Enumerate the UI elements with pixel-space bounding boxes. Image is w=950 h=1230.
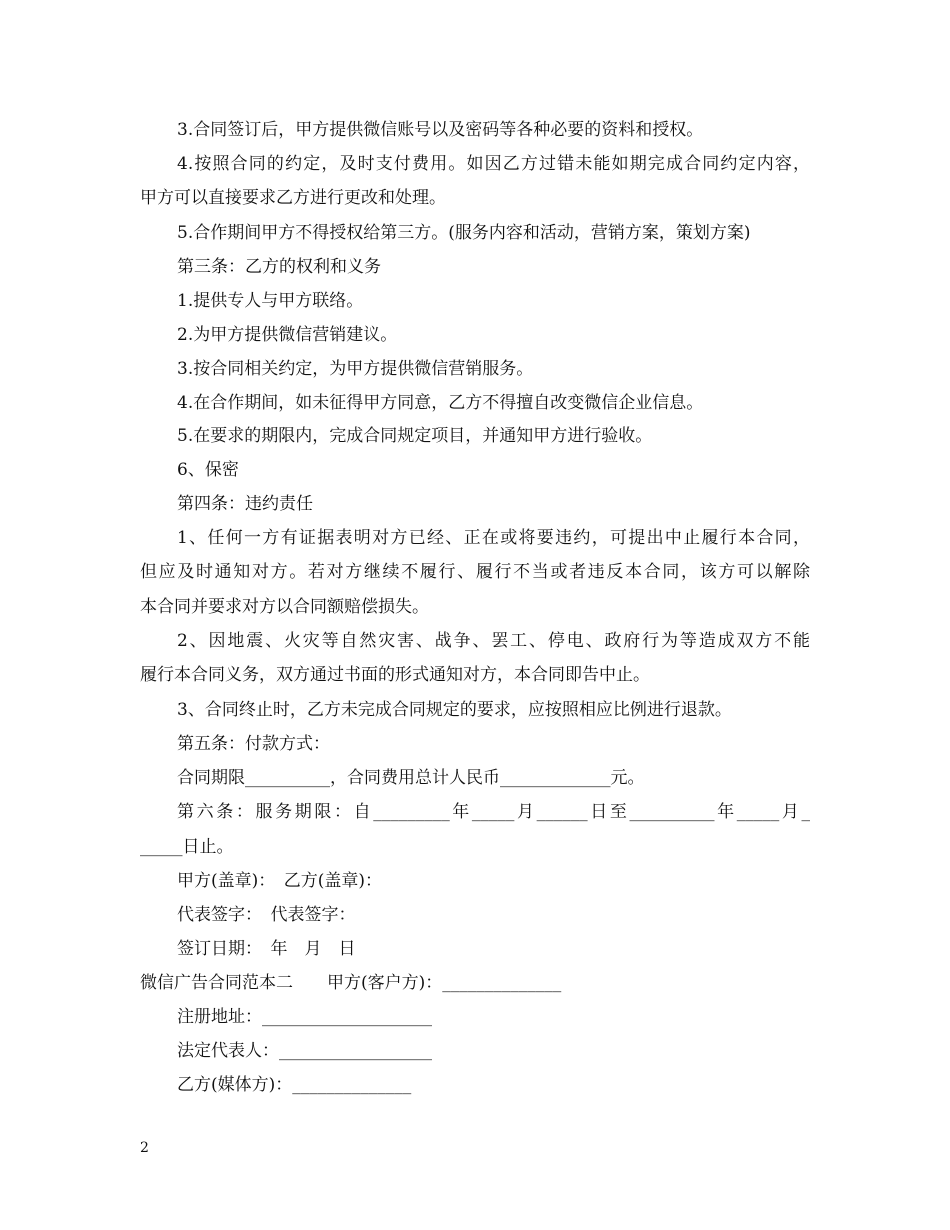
clause-line: 1、任何一方有证据表明对方已经、正在或将要违约，可提出中止履行本合同， [177, 528, 810, 548]
section-heading: 第五条：付款方式： [177, 734, 330, 754]
clause-line: 履行本合同义务，双方通过书面的形式通知对方，本合同即告中止。 [140, 665, 650, 685]
clause-line: 3、合同终止时，乙方未完成合同规定的要求，应按照相应比例进行退款。 [177, 700, 732, 720]
clause-line: 5.合作期间甲方不得授权给第三方。(服务内容和活动，营销方案，策划方案) [177, 223, 751, 243]
section-heading: 第四条：违约责任 [177, 494, 313, 514]
payment-line: 合同期限__________，合同费用总计人民币_____________元。 [177, 768, 645, 788]
clause-line: 甲方可以直接要求乙方进行更改和处理。 [140, 188, 446, 208]
clause-line: 2.为甲方提供微信营销建议。 [177, 325, 398, 345]
section-heading: 第三条：乙方的权利和义务 [177, 257, 381, 277]
template-two-heading: 微信广告合同范本二 甲方(客户方)：______________ [140, 973, 562, 993]
clause-line: 4.在合作期间，如未征得甲方同意，乙方不得擅自改变微信企业信息。 [177, 393, 704, 413]
clause-line: 但应及时通知对方。若对方继续不履行、履行不当或者违反本合同，该方可以解除 [140, 562, 810, 582]
clause-line: 3.合同签订后，甲方提供微信账号以及密码等各种必要的资料和授权。 [177, 120, 704, 140]
clause-line: 1.提供专人与甲方联络。 [177, 291, 364, 311]
signature-line: 甲方(盖章)： 乙方(盖章)： [177, 871, 383, 891]
party-b-line: 乙方(媒体方)：______________ [177, 1075, 412, 1095]
signing-date-line: 签订日期： 年 月 日 [177, 939, 356, 959]
section-heading: 6、保密 [177, 460, 239, 480]
clause-line: 2、因地震、火灾等自然灾害、战争、罢工、停电、政府行为等造成双方不能 [177, 631, 810, 651]
page-number: 2 [140, 1140, 149, 1156]
clause-line: 5.在要求的期限内，完成合同规定项目，并通知甲方进行验收。 [177, 426, 653, 446]
legal-representative-line: 法定代表人：__________________ [177, 1041, 432, 1061]
clause-line: 本合同并要求对方以合同额赔偿损失。 [140, 597, 429, 617]
registered-address-line: 注册地址：____________________ [177, 1007, 432, 1027]
signature-line: 代表签字： 代表签字： [177, 905, 356, 925]
service-period-line: 第六条：服务期限：自_________年_____月______日至__________年_____月_ [177, 802, 810, 822]
clause-line: 4.按照合同的约定，及时支付费用。如因乙方过错未能如期完成合同约定内容， [177, 154, 810, 174]
clause-line: 3.按合同相关约定，为甲方提供微信营销服务。 [177, 359, 534, 379]
service-period-line: _____日止。 [140, 837, 234, 857]
